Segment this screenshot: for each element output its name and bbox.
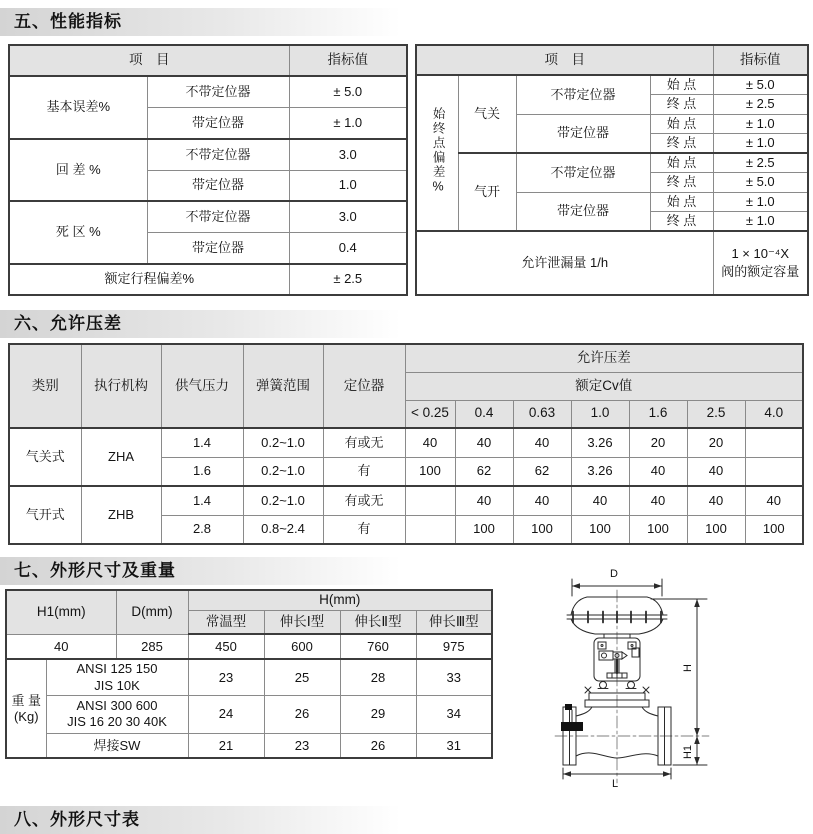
table-cell: 不带定位器 <box>147 76 289 107</box>
table-cell: ± 1.0 <box>713 114 808 133</box>
dim-label-l: L <box>611 778 619 790</box>
table-cell: ± 2.5 <box>713 153 808 173</box>
dimension-weight-table <box>5 589 493 759</box>
table-cell: 33 <box>416 659 492 695</box>
table-cell: 终 点 <box>650 133 713 153</box>
table-cell: 40 <box>455 486 513 515</box>
header-allowable-dp: 允许压差 <box>405 344 803 372</box>
table-cell: 600 <box>264 634 340 659</box>
table-cell: 0.2~1.0 <box>243 428 323 457</box>
table-row <box>6 634 492 659</box>
table-cell: 23 <box>188 659 264 695</box>
table-cell: 100 <box>571 515 629 544</box>
table-cell <box>745 457 803 486</box>
table-cell: 不带定位器 <box>147 139 289 170</box>
section6-title: 六、允许压差 <box>0 310 514 338</box>
row-actuator: ZHA <box>81 428 161 486</box>
header-value: 指标值 <box>289 45 407 76</box>
table-cell: 40 <box>687 486 745 515</box>
section7-title: 七、外形尺寸及重量 <box>0 557 514 585</box>
table-row <box>6 659 492 695</box>
section5-title: 五、性能指标 <box>0 8 514 36</box>
row-group-label: 气开 <box>458 153 516 231</box>
row-class: 气关式 <box>9 428 81 486</box>
table-cell: 40 <box>513 428 571 457</box>
table-cell: 终 点 <box>650 95 713 114</box>
table-cell: 100 <box>629 515 687 544</box>
table-cell: 有 <box>323 515 405 544</box>
header-item: 项 目 <box>9 45 289 76</box>
header-h1: H1(mm) <box>6 590 116 634</box>
table-row <box>9 428 803 457</box>
table-cell: 20 <box>629 428 687 457</box>
header-supply-pressure: 供气压力 <box>161 344 243 428</box>
header-spring-range: 弹簧范围 <box>243 344 323 428</box>
table-cell: 始 点 <box>650 114 713 133</box>
table-cell: 3.26 <box>571 428 629 457</box>
section8-title: 八、外形尺寸表 <box>0 806 514 834</box>
row-group-label: 死 区 % <box>9 201 147 264</box>
table-cell: 不带定位器 <box>516 75 650 114</box>
table-cell <box>405 486 455 515</box>
cv-col-header: 1.6 <box>629 400 687 428</box>
table-cell: ± 5.0 <box>713 75 808 95</box>
table-cell: 450 <box>188 634 264 659</box>
table-cell: 始 点 <box>650 153 713 173</box>
table-cell: 26 <box>264 695 340 733</box>
table-cell: 40 <box>405 428 455 457</box>
table-row <box>6 695 492 733</box>
table-row <box>6 733 492 758</box>
table-cell: 24 <box>188 695 264 733</box>
section5-tables <box>8 44 813 296</box>
table-cell: 带定位器 <box>516 114 650 153</box>
table-cell: ± 5.0 <box>713 173 808 192</box>
table-cell: 100 <box>687 515 745 544</box>
valve-dimension-drawing <box>499 563 809 798</box>
table-cell: 2.8 <box>161 515 243 544</box>
table-cell: 26 <box>340 733 416 758</box>
table-cell: 不带定位器 <box>516 153 650 192</box>
table-cell: 40 <box>571 486 629 515</box>
vertical-label-text: 始终点偏差% <box>431 106 446 196</box>
dim-label-d: D <box>610 568 619 580</box>
table-cell: ± 5.0 <box>289 76 407 107</box>
table-cell: 100 <box>405 457 455 486</box>
table-cell: 不带定位器 <box>147 201 289 232</box>
flange-spec: 焊接SW <box>46 733 188 758</box>
table-cell: 760 <box>340 634 416 659</box>
flange-spec-line2: JIS 10K <box>94 677 140 693</box>
table-cell: 40 <box>455 428 513 457</box>
table-cell: 975 <box>416 634 492 659</box>
table-cell: 40 <box>629 486 687 515</box>
table-cell: 40 <box>6 634 116 659</box>
dim-label-h1: H1 <box>682 744 695 760</box>
table-cell: 40 <box>629 457 687 486</box>
performance-table-left <box>8 44 408 296</box>
leak-value-line1: 1 × 10⁻⁴X <box>731 246 790 262</box>
table-cell: 有或无 <box>323 428 405 457</box>
header-class: 类别 <box>9 344 81 428</box>
table-cell: 始 点 <box>650 192 713 211</box>
table-cell: 0.4 <box>289 233 407 264</box>
table-row <box>9 486 803 515</box>
cv-col-header: 2.5 <box>687 400 745 428</box>
table-cell: 有 <box>323 457 405 486</box>
table-cell: 1.4 <box>161 428 243 457</box>
table-cell: 25 <box>264 659 340 695</box>
table-cell: 40 <box>687 457 745 486</box>
table-cell: 3.0 <box>289 201 407 232</box>
header-item: 项 目 <box>416 45 713 75</box>
h-type-col-header: 伸长Ⅱ型 <box>340 610 416 634</box>
table-cell: ± 2.5 <box>289 264 407 295</box>
table-cell: 31 <box>416 733 492 758</box>
table-cell: 100 <box>455 515 513 544</box>
table-cell: 终 点 <box>650 173 713 192</box>
table-cell: 34 <box>416 695 492 733</box>
table-cell: 1.4 <box>161 486 243 515</box>
table-cell: 有或无 <box>323 486 405 515</box>
flange-spec-line2: JIS 16 20 30 40K <box>67 714 167 730</box>
row-group-label: 基本误差% <box>9 76 147 139</box>
flange-spec-line1: ANSI 300 600 <box>76 698 158 714</box>
table-cell: 终 点 <box>650 211 713 231</box>
flange-spec <box>46 659 188 695</box>
flange-spec-line1: ANSI 125 150 <box>76 661 158 677</box>
table-cell: 62 <box>455 457 513 486</box>
table-cell: 20 <box>687 428 745 457</box>
table-cell: 29 <box>340 695 416 733</box>
header-positioner: 定位器 <box>323 344 405 428</box>
performance-table-right <box>415 44 809 296</box>
table-cell: 1.0 <box>289 170 407 201</box>
table-cell: 40 <box>513 486 571 515</box>
weight-label-line1: 重 量 <box>11 692 42 708</box>
table-cell: ± 1.0 <box>713 192 808 211</box>
table-cell: 23 <box>264 733 340 758</box>
header-d: D(mm) <box>116 590 188 634</box>
dim-label-h: H <box>682 664 695 672</box>
row-group-label: 气关 <box>458 75 516 153</box>
cv-col-header: 0.63 <box>513 400 571 428</box>
table-cell: 始 点 <box>650 75 713 95</box>
pressure-diff-table <box>8 343 804 545</box>
table-cell: 100 <box>745 515 803 544</box>
footer-label: 额定行程偏差% <box>9 264 289 295</box>
table-cell: 3.0 <box>289 139 407 170</box>
weight-group-label <box>6 659 46 758</box>
header-rated-cv: 额定Cv值 <box>405 372 803 400</box>
table-cell: 21 <box>188 733 264 758</box>
cv-col-header: 1.0 <box>571 400 629 428</box>
table-cell: 40 <box>745 486 803 515</box>
table-cell: 带定位器 <box>147 108 289 139</box>
table-cell: 285 <box>116 634 188 659</box>
header-value: 指标值 <box>713 45 808 75</box>
vertical-group-label <box>416 75 458 231</box>
header-h: H(mm) <box>188 590 492 610</box>
row-group-label: 回 差 % <box>9 139 147 202</box>
table-cell: ± 2.5 <box>713 95 808 114</box>
table-cell <box>745 428 803 457</box>
leak-value-line2: 阀的额定容量 <box>721 264 800 279</box>
table-cell <box>405 515 455 544</box>
row-class: 气开式 <box>9 486 81 544</box>
cv-col-header: < 0.25 <box>405 400 455 428</box>
header-actuator: 执行机构 <box>81 344 161 428</box>
leak-value <box>713 231 808 295</box>
table-cell: 0.2~1.0 <box>243 486 323 515</box>
cv-col-header: 4.0 <box>745 400 803 428</box>
table-cell: 28 <box>340 659 416 695</box>
table-cell: 0.8~2.4 <box>243 515 323 544</box>
weight-label-line2: (Kg) <box>13 708 39 724</box>
table-cell: 带定位器 <box>147 170 289 201</box>
table-cell: 0.2~1.0 <box>243 457 323 486</box>
table-cell: 3.26 <box>571 457 629 486</box>
leak-label: 允许泄漏量 1/h <box>416 231 713 295</box>
table-cell: 带定位器 <box>147 233 289 264</box>
cv-col-header: 0.4 <box>455 400 513 428</box>
table-cell: 1.6 <box>161 457 243 486</box>
h-type-col-header: 常温型 <box>188 610 264 634</box>
table-cell: 62 <box>513 457 571 486</box>
flange-spec <box>46 695 188 733</box>
h-type-col-header: 伸长Ⅲ型 <box>416 610 492 634</box>
table-cell: 带定位器 <box>516 192 650 231</box>
table-cell: ± 1.0 <box>713 133 808 153</box>
table-cell: 100 <box>513 515 571 544</box>
row-actuator: ZHB <box>81 486 161 544</box>
table-cell: ± 1.0 <box>289 108 407 139</box>
table-cell: ± 1.0 <box>713 211 808 231</box>
h-type-col-header: 伸长Ⅰ型 <box>264 610 340 634</box>
